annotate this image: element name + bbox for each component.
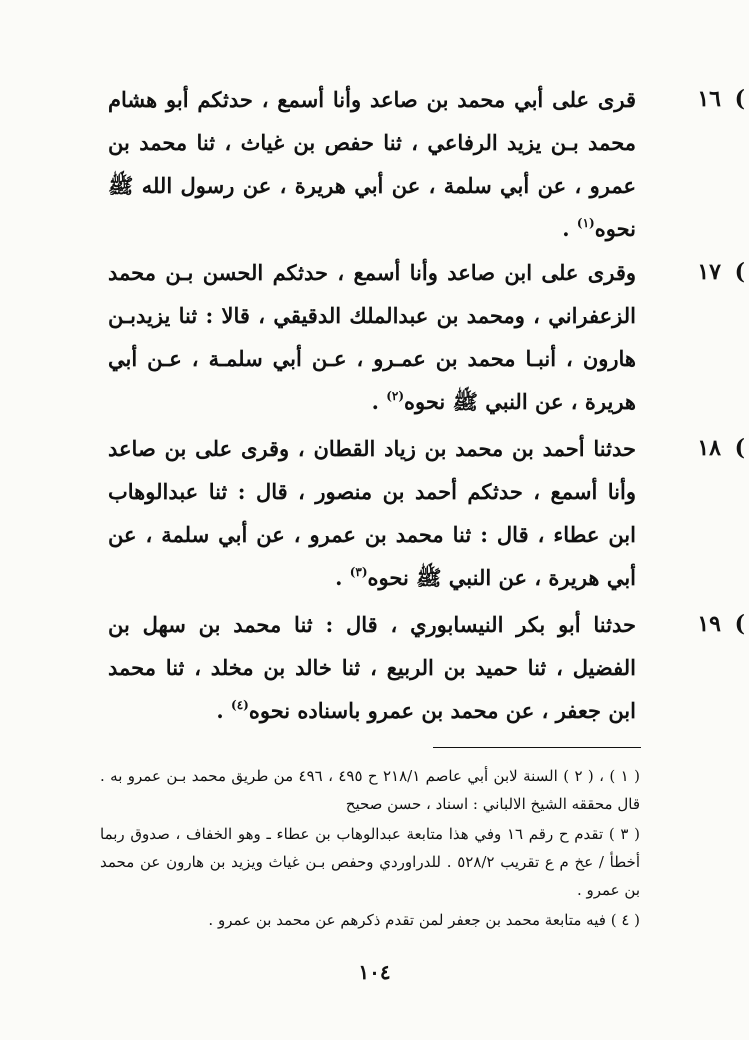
footnote-number: ( ١ ) ، ( ٢ ): [563, 767, 640, 785]
footnote-number: ( ٣ ): [608, 825, 641, 843]
footnote-number: ( ٤ ): [610, 911, 640, 929]
footnote-ref: (٢): [386, 389, 405, 403]
hadith-text: حدثنا أبو بكر النيسابوري ، قال : ثنا محمد بن سهل بن الفضيل ، ثنا حميد بن الربيع ، ثنا خالد بن مخلد ، ثنا محمد ابن جعفر ، عن محمد بن عمرو باسناده نحوه: [108, 612, 636, 723]
hadith-number-text: ١٩: [697, 611, 721, 637]
footnote-text: السنة لابن أبي عاصم ٢١٨/١ ح ٤٩٥ ، ٤٩٦ من طريق محمد بـن عمرو به . قال محققه الشيخ الالباني : اسناد ، حسن صحيح: [100, 767, 640, 813]
footnote-text: فيه متابعة محمد بن جعفر لمن تقدم ذكرهم عن محمد بن عمرو .: [208, 911, 606, 929]
hadith-end: .: [371, 389, 387, 414]
hadith-end: .: [562, 216, 577, 241]
page-number: ١٠٤: [358, 960, 391, 984]
hadith-number-text: ١٦: [697, 86, 721, 112]
footnote-ref: (١): [576, 216, 595, 230]
hadith-number-text: ١٧: [697, 259, 721, 285]
footnote-divider: [433, 747, 641, 748]
hadith-16-text: [108, 78, 636, 254]
hadith-end: .: [216, 698, 232, 723]
footnote-text: تقدم ح رقم ١٦ وفي هذا متابعة عبدالوهاب بن عطاء ـ وهو الخفاف ، صدوق ربما أخطأ / عخ م ع تقريب ٥٢٨/٢ . للدراوردي وحفص بـن غياث ويزيد بن هارون عن محمد بن عمرو .: [100, 825, 640, 899]
hadith-number-text: ١٨: [697, 435, 721, 461]
hadith-text: قرى على أبي محمد بن صاعد وأنا أسمع ، حدثكم أبو هشام محمد بـن يزيد الرفاعي ، ثنا حفص بن غياث ، ثنا محمد بن عمرو ، عن أبي سلمة ، عن أبي هريرة ، عن رسول الله ﷺ نحوه: [108, 87, 636, 241]
hadith-text: حدثنا أحمد بن محمد بن زياد القطان ، وقرى على بن صاعد وأنا أسمع ، حدثكم أحمد بن منصور ، قال : ثنا عبدالوهاب ابن عطاء ، قال : ثنا محمد بن عمرو ، عن أبي سلمة ، عن أبي هريرة ، عن النبي ﷺ نحوه: [108, 436, 636, 590]
hadith-number-paren: ): [734, 86, 745, 112]
footnote-1-2: [100, 762, 640, 818]
footnote-3: [100, 820, 640, 904]
footnote-ref: (٤): [231, 698, 249, 712]
footnote-ref: (٣): [349, 565, 368, 579]
footnote-4: [100, 906, 640, 934]
hadith-18-text: [108, 427, 636, 603]
hadith-19-text: [108, 603, 636, 736]
hadith-number-paren: ): [734, 435, 745, 461]
hadith-end: .: [335, 565, 350, 590]
hadith-text: وقرى على ابن صاعد وأنا أسمع ، حدثكم الحسن بـن محمد الزعفراني ، ومحمد بن عبدالملك الدقيقي ، قالا : ثنا يزيدبـن هارون ، أنبـا محمد بن عمـرو ، عـن أبي سلمـة ، عـن أبي هريرة ، عن النبي ﷺ نحوه: [108, 260, 636, 414]
hadith-17-text: [108, 251, 636, 427]
hadith-number-paren: ): [734, 259, 745, 285]
hadith-number-paren: ): [734, 611, 745, 637]
